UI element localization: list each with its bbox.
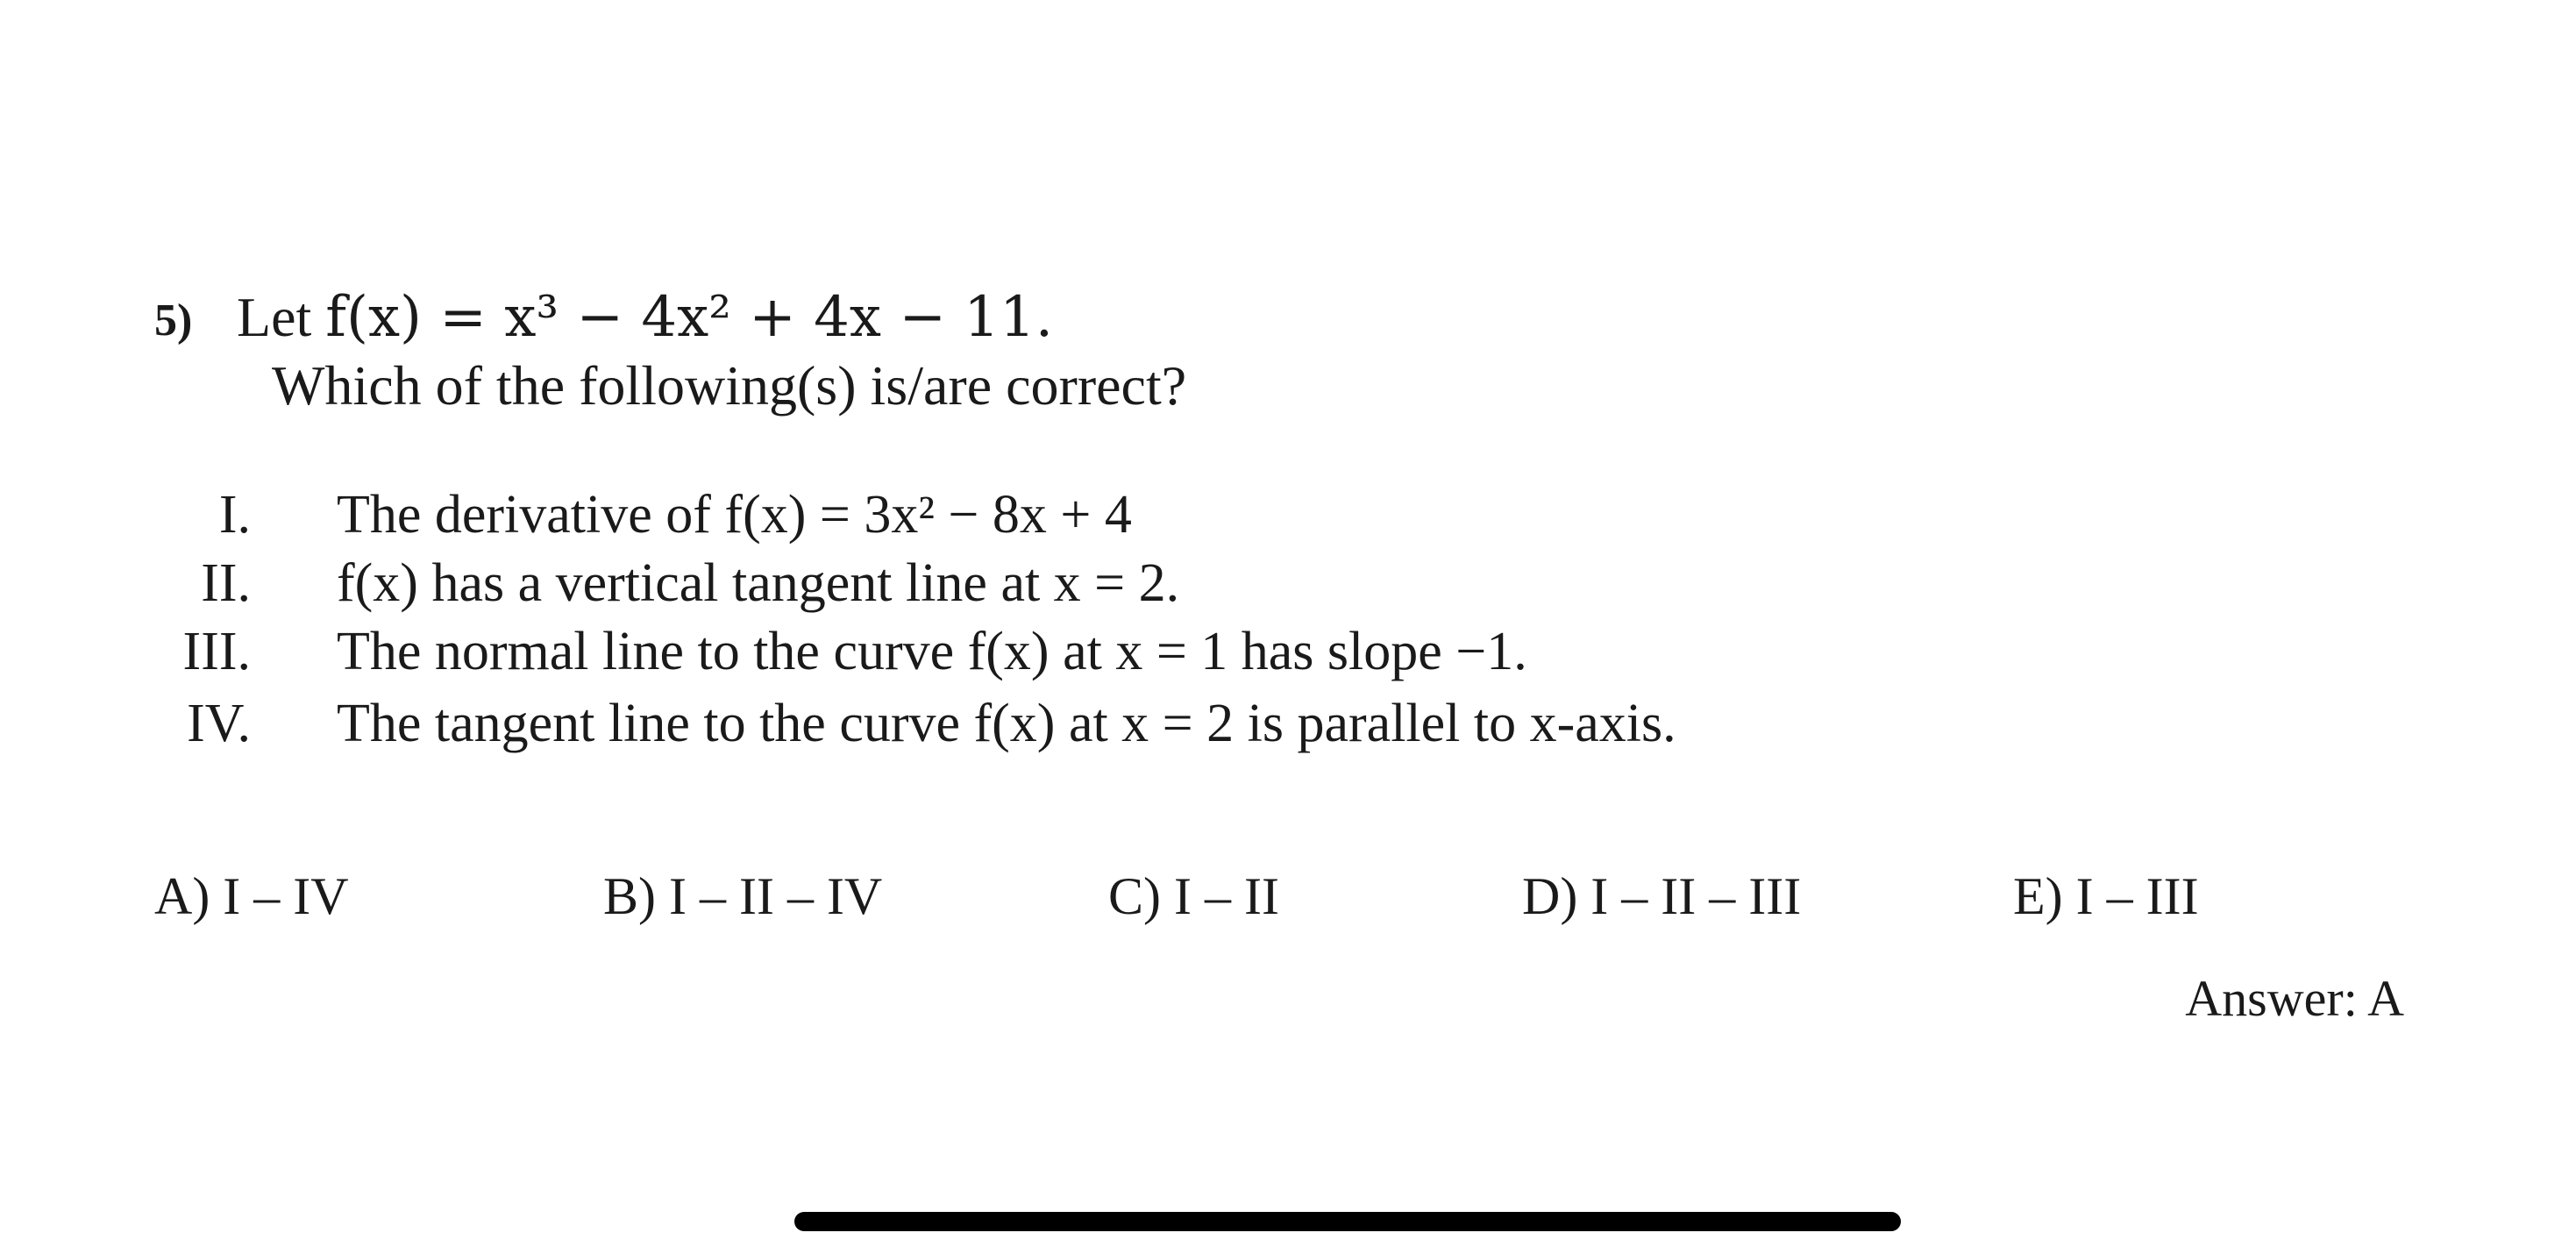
choice-c: C) I – II [1108,867,1279,925]
home-indicator[interactable] [794,1212,1901,1231]
question-number: 5) [154,296,193,346]
statement-numeral-4: IV. [187,694,251,753]
question-intro [237,285,1054,350]
statement-numeral-3: III. [182,622,251,681]
choice-b: B) I – II – IV [603,867,883,925]
statement-text-1: The derivative of f(x) = 3x² − 8x + 4 [337,485,1132,545]
choice-a: A) I – IV [154,867,349,925]
question-prompt: Which of the following(s) is/are correct? [272,354,1187,417]
answer-text: Answer: A [2185,970,2404,1027]
statement-text-2: f(x) has a vertical tangent line at x = 2. [337,553,1180,613]
choice-e: E) I – III [2013,867,2199,925]
statement-numeral-1: I. [218,485,251,545]
statement-numeral-2: II. [201,553,251,613]
statement-text-3: The normal line to the curve f(x) at x = 1 has slope −1. [337,622,1527,681]
intro-prefix: Let [237,286,312,348]
statement-text-4: The tangent line to the curve f(x) at x = 2 is parallel to x-axis. [337,694,1676,753]
choice-d: D) I – II – III [1522,867,1802,925]
function-expression: f(x) = x³ − 4x² + 4x − 11. [325,285,1054,350]
